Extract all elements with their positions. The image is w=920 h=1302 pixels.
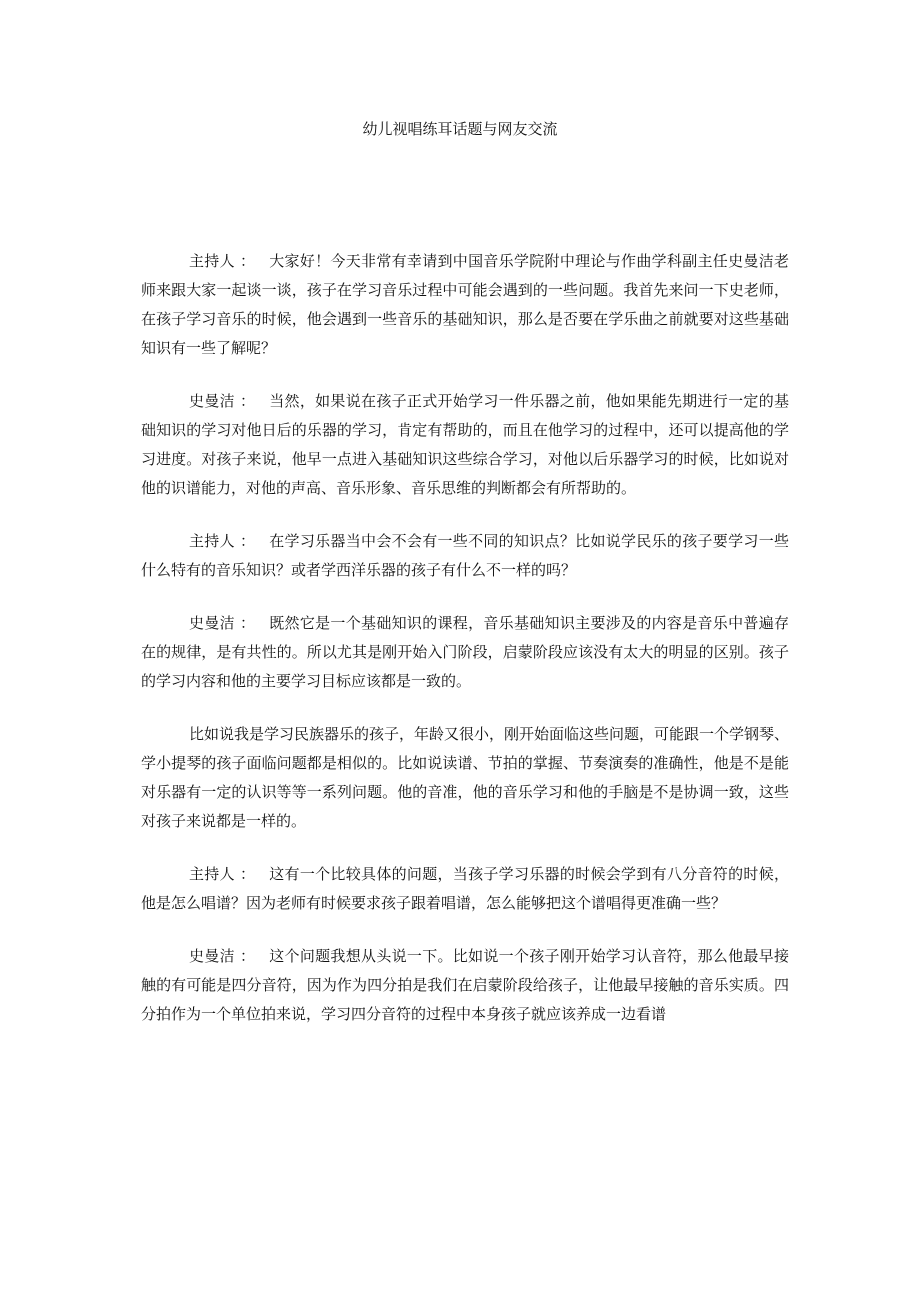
paragraph-guest-2-continued — [141, 720, 789, 836]
document-body — [141, 247, 789, 1053]
paragraph-guest-1 — [141, 387, 789, 503]
paragraph-guest-2 — [141, 609, 789, 696]
paragraph-host-1 — [141, 247, 789, 363]
speaker-label: 史曼洁 ： — [189, 614, 256, 632]
paragraph-host-2 — [141, 527, 789, 585]
document-title: 幼儿视唱练耳话题与网友交流 — [362, 120, 558, 138]
speaker-label: 主持人 ： — [189, 532, 256, 550]
paragraph-text: 这个问题我想从头说一下。比如说一个孩子刚开始学习认音符，那么他最早接触的有可能是四分音符，因为作为四分拍是我们在启蒙阶段给孩子，让他最早接触的音乐实质。四分拍作为一个单位拍来说，学习四分音符的过程中本身孩子就应该养成一边看谱 — [141, 947, 789, 1023]
paragraph-text: 比如说我是学习民族器乐的孩子，年龄又很小，刚开始面临这些问题，可能跟一个学钢琴、学小提琴的孩子面临问题都是相似的。比如说读谱、节拍的掌握、节奏演奏的准确性，他是不是能对乐器有一定的认识等等一系列问题。他的音准，他的音乐学习和他的手脑是不是协调一致，这些对孩子来说都是一样的。 — [141, 725, 790, 830]
speaker-label: 史曼洁 ： — [189, 392, 256, 410]
speaker-label: 主持人 ： — [189, 865, 256, 883]
paragraph-text: 大家好！今天非常有幸请到中国音乐学院附中理论与作曲学科副主任史曼洁老师来跟大家一起谈一谈，孩子在学习音乐过程中可能会遇到的一些问题。我首先来问一下史老师，在孩子学习音乐的时候，他会遇到一些音乐的基础知识，那么是否要在学乐曲之前就要对这些基础知识有一些了解呢？ — [141, 252, 789, 357]
paragraph-guest-3 — [141, 942, 789, 1029]
paragraph-text: 既然它是一个基础知识的课程，音乐基础知识主要涉及的内容是音乐中普遍存在的规律，是有共性的。所以尤其是刚开始入门阶段，启蒙阶段应该没有太大的明显的区别。孩子的学习内容和他的主要学习目标应该都是一致的。 — [141, 614, 789, 690]
paragraph-text: 这有一个比较具体的问题，当孩子学习乐器的时候会学到有八分音符的时候，他是怎么唱谱？因为老师有时候要求孩子跟着唱谱，怎么能够把这个谱唱得更准确一些？ — [141, 865, 789, 912]
paragraph-text: 在学习乐器当中会不会有一些不同的知识点？比如说学民乐的孩子要学习一些什么特有的音乐知识？或者学西洋乐器的孩子有什么不一样的吗？ — [141, 532, 789, 579]
speaker-label: 主持人 ： — [189, 252, 256, 270]
paragraph-text: 当然，如果说在孩子正式开始学习一件乐器之前，他如果能先期进行一定的基础知识的学习对他日后的乐器的学习，肯定有帮助的，而且在他学习的过程中，还可以提高他的学习进度。对孩子来说，他早一点进入基础知识这些综合学习，对他以后乐器学习的时候，比如说对他的识谱能力，对他的声高、音乐形象、音乐思维的判断都会有所帮助的。 — [141, 392, 789, 497]
speaker-label: 史曼洁 ： — [189, 947, 256, 965]
paragraph-host-3 — [141, 860, 789, 918]
